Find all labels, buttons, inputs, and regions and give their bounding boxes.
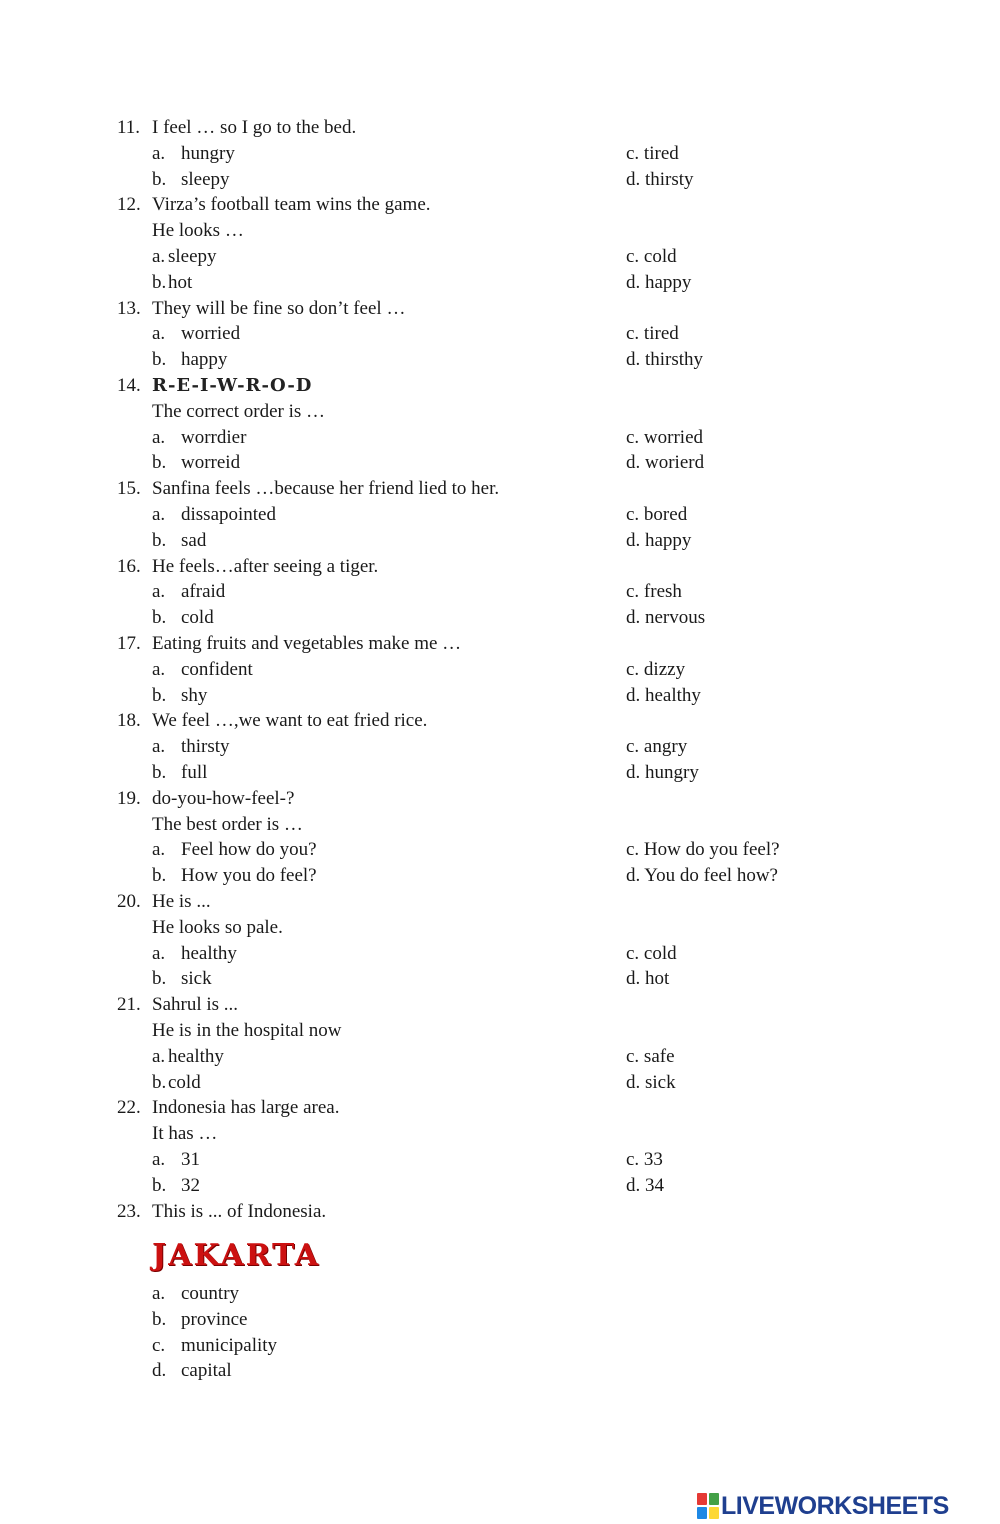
option-text: worreid — [181, 452, 241, 473]
question-number: 15. — [117, 478, 141, 499]
option-letter: a. — [152, 504, 166, 525]
option-text: healthy — [181, 943, 237, 964]
question-subtext: He is in the hospital now — [152, 1020, 342, 1041]
question-number: 23. — [117, 1201, 141, 1222]
option-right: c. tired — [626, 323, 679, 344]
answer-row — [0, 579, 1000, 605]
option-letter: a. — [152, 246, 166, 267]
liveworksheets-logo-icon — [697, 1493, 719, 1519]
question-line — [0, 812, 1000, 838]
question-row — [0, 786, 1000, 812]
option-text: shy — [181, 685, 208, 706]
jakarta-word-image: JAKARTA — [152, 1238, 320, 1273]
option-right: c. 33 — [626, 1149, 663, 1170]
answer-row — [0, 1044, 1000, 1070]
question-row — [0, 554, 1000, 580]
question-number: 14. — [117, 375, 141, 396]
option-letter: b. — [152, 865, 167, 886]
option-text: municipality — [181, 1335, 278, 1356]
option-right: d. thirsty — [626, 169, 694, 190]
option-text: sick — [181, 968, 212, 989]
answer-row — [0, 941, 1000, 967]
question-number: 19. — [117, 788, 141, 809]
option-letter: a. — [152, 427, 166, 448]
answer-row — [0, 167, 1000, 193]
question-number: 17. — [117, 633, 141, 654]
question-line — [0, 218, 1000, 244]
answer-row — [0, 1333, 1000, 1359]
question-row — [0, 115, 1000, 141]
option-right: c. cold — [626, 943, 677, 964]
option-text: healthy — [168, 1046, 224, 1067]
option-letter: a. — [152, 736, 166, 757]
option-text: sleepy — [181, 169, 230, 190]
option-letter: a. — [152, 1283, 166, 1304]
question-subtext: It has … — [152, 1123, 218, 1144]
option-letter: b. — [152, 762, 167, 783]
option-right: d. thirsthy — [626, 349, 704, 370]
answer-row — [0, 502, 1000, 528]
answer-row — [0, 1147, 1000, 1173]
question-row — [0, 192, 1000, 218]
option-right: c. cold — [626, 246, 677, 267]
question-row — [0, 889, 1000, 915]
question-number: 11. — [117, 117, 141, 138]
question-subtext: He looks … — [152, 220, 244, 241]
question-text: We feel …,we want to eat fried rice. — [152, 710, 428, 731]
question-row — [0, 1199, 1000, 1225]
question-text: He feels…after seeing a tiger. — [152, 556, 379, 577]
question-row — [0, 476, 1000, 502]
question-row — [0, 708, 1000, 734]
question-row — [0, 296, 1000, 322]
answer-row — [0, 450, 1000, 476]
question-number: 20. — [117, 891, 141, 912]
option-letter: b. — [152, 1175, 167, 1196]
answer-row — [0, 1173, 1000, 1199]
option-right: d. You do feel how? — [626, 865, 778, 886]
option-text: thirsty — [181, 736, 230, 757]
answer-row — [0, 863, 1000, 889]
option-letter: b. — [152, 272, 167, 293]
option-right: c. safe — [626, 1046, 675, 1067]
question-row — [0, 631, 1000, 657]
option-text: sleepy — [168, 246, 217, 267]
option-text: 32 — [181, 1175, 200, 1196]
answer-row — [0, 1281, 1000, 1307]
option-letter: a. — [152, 581, 166, 602]
option-letter: b. — [152, 1309, 167, 1330]
option-text: hot — [168, 272, 193, 293]
option-right: c. dizzy — [626, 659, 686, 680]
option-text: happy — [181, 349, 228, 370]
question-number: 16. — [117, 556, 141, 577]
question-subtext: The correct order is … — [152, 401, 326, 422]
option-letter: a. — [152, 1046, 166, 1067]
option-right: c. angry — [626, 736, 688, 757]
option-text: Feel how do you? — [181, 839, 317, 860]
option-text: province — [181, 1309, 248, 1330]
answer-row — [0, 657, 1000, 683]
option-letter: b. — [152, 169, 167, 190]
option-right: d. healthy — [626, 685, 701, 706]
option-text: worrdier — [181, 427, 247, 448]
option-text: 31 — [181, 1149, 200, 1170]
answer-row — [0, 270, 1000, 296]
answer-row — [0, 244, 1000, 270]
question-row — [0, 1095, 1000, 1121]
answer-row — [0, 966, 1000, 992]
question-text: They will be fine so don’t feel … — [152, 298, 406, 319]
question-subtext: He looks so pale. — [152, 917, 283, 938]
option-letter: a. — [152, 323, 166, 344]
option-right: d. worierd — [626, 452, 705, 473]
option-letter: d. — [152, 1360, 167, 1381]
option-right: c. bored — [626, 504, 688, 525]
question-number: 21. — [117, 994, 141, 1015]
option-letter: a. — [152, 1149, 166, 1170]
answer-row — [0, 141, 1000, 167]
question-number: 13. — [117, 298, 141, 319]
option-right: c. tired — [626, 143, 679, 164]
question-line — [0, 1018, 1000, 1044]
question-text: R-E-I-W-R-O-D — [152, 375, 313, 396]
option-text: cold — [168, 1072, 201, 1093]
option-right: d. happy — [626, 272, 692, 293]
question-text: He is ... — [152, 891, 211, 912]
option-text: worried — [181, 323, 241, 344]
option-right: d. hot — [626, 968, 670, 989]
brand-text: LIVEWORKSHEETS — [721, 1491, 949, 1520]
option-text: afraid — [181, 581, 226, 602]
option-letter: b. — [152, 685, 167, 706]
answer-row — [0, 1070, 1000, 1096]
question-subtext: The best order is … — [152, 814, 303, 835]
option-letter: b. — [152, 452, 167, 473]
question-row — [0, 373, 1000, 399]
question-text: Sahrul is ... — [152, 994, 239, 1015]
answer-row — [0, 1358, 1000, 1384]
answer-row — [0, 605, 1000, 631]
question-number: 18. — [117, 710, 141, 731]
option-right: d. nervous — [626, 607, 706, 628]
option-letter: b. — [152, 968, 167, 989]
option-right: c. fresh — [626, 581, 682, 602]
option-letter: a. — [152, 943, 166, 964]
question-number: 22. — [117, 1097, 141, 1118]
option-letter: b. — [152, 349, 167, 370]
option-right: c. worried — [626, 427, 704, 448]
answer-row — [0, 683, 1000, 709]
option-text: hungry — [181, 143, 235, 164]
option-right: d. sick — [626, 1072, 676, 1093]
liveworksheets-brand — [697, 1490, 949, 1522]
answer-row — [0, 760, 1000, 786]
option-text: capital — [181, 1360, 232, 1381]
option-right: d. hungry — [626, 762, 699, 783]
question-text: Virza’s football team wins the game. — [152, 194, 431, 215]
option-text: How you do feel? — [181, 865, 317, 886]
question-text: do-you-how-feel-? — [152, 788, 295, 809]
option-text: dissapointed — [181, 504, 276, 525]
answer-row — [0, 837, 1000, 863]
option-letter: b. — [152, 607, 167, 628]
question-line — [0, 1121, 1000, 1147]
question-number: 12. — [117, 194, 141, 215]
question-text: This is ... of Indonesia. — [152, 1201, 327, 1222]
answer-row — [0, 321, 1000, 347]
option-text: cold — [181, 607, 214, 628]
option-letter: a. — [152, 143, 166, 164]
option-right: c. How do you feel? — [626, 839, 780, 860]
answer-row — [0, 347, 1000, 373]
option-right: d. happy — [626, 530, 692, 551]
answer-row — [0, 528, 1000, 554]
question-text: Indonesia has large area. — [152, 1097, 340, 1118]
question-text: Eating fruits and vegetables make me … — [152, 633, 462, 654]
option-letter: a. — [152, 839, 166, 860]
option-letter: a. — [152, 659, 166, 680]
option-right: d. 34 — [626, 1175, 664, 1196]
question-line — [0, 399, 1000, 425]
question-line — [0, 915, 1000, 941]
answer-row — [0, 425, 1000, 451]
answer-row — [0, 1307, 1000, 1333]
option-text: full — [181, 762, 208, 783]
question-row — [0, 992, 1000, 1018]
option-letter: b. — [152, 1072, 167, 1093]
option-text: confident — [181, 659, 253, 680]
question-text: Sanfina feels …because her friend lied to her. — [152, 478, 500, 499]
option-letter: b. — [152, 530, 167, 551]
option-text: country — [181, 1283, 240, 1304]
option-text: sad — [181, 530, 207, 551]
answer-row — [0, 734, 1000, 760]
question-text: I feel … so I go to the bed. — [152, 117, 357, 138]
option-letter: c. — [152, 1335, 166, 1356]
